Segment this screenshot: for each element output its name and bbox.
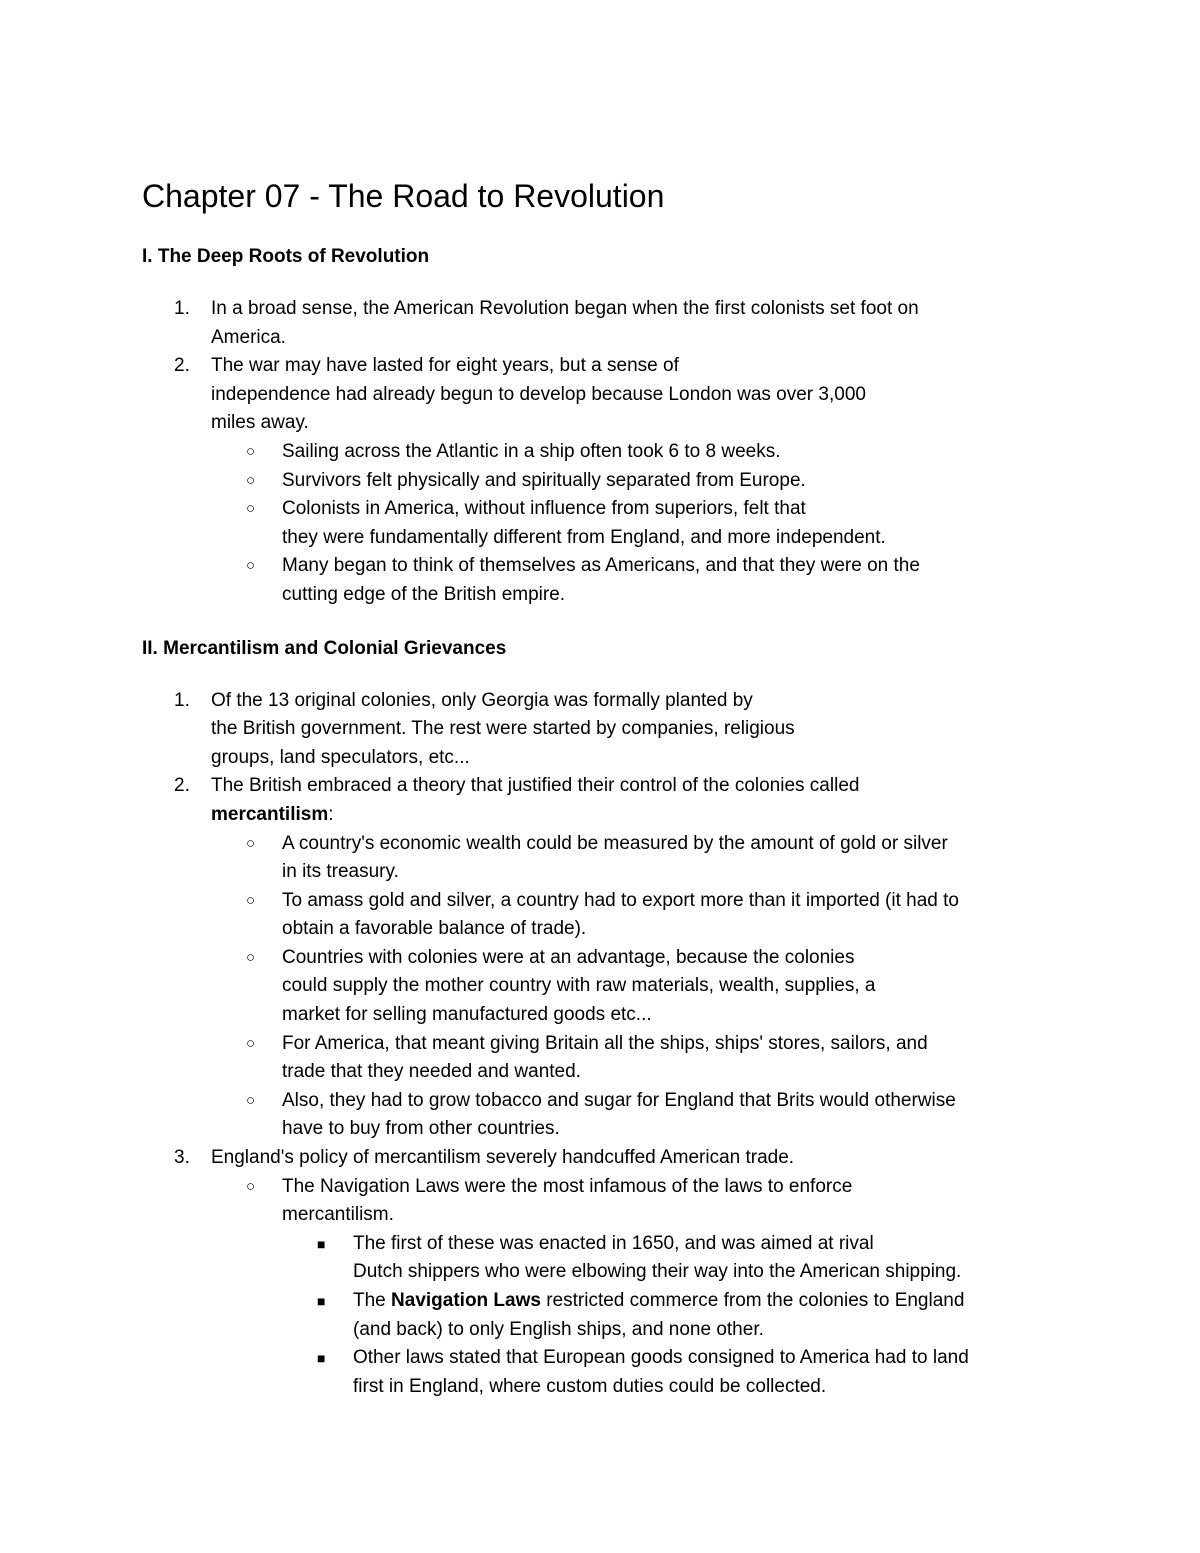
- hollow-circle-bullet-icon: ○: [246, 1177, 256, 1195]
- sub-list-item: [142, 1087, 1062, 1144]
- sub-sub-list-item: [142, 1287, 1062, 1344]
- list-number: 1.: [174, 689, 190, 711]
- list-item-text: The British embraced a theory that justified their control of the colonies called: [211, 775, 860, 797]
- sub-item-text: in its treasury.: [282, 861, 399, 883]
- list-item-text: [211, 801, 1062, 830]
- sub-sub-item-text: Other laws stated that European goods consigned to America had to land: [353, 1347, 969, 1369]
- list-number: 1.: [174, 298, 190, 319]
- section-1-list: [142, 295, 1062, 610]
- page-title: Chapter 07 - The Road to Revolution: [142, 178, 665, 214]
- list-item: [142, 1144, 1062, 1401]
- sub-item-text: The Navigation Laws were the most infamous of the laws to enforce: [282, 1175, 853, 1197]
- sub-item-text: A country's economic wealth could be measured by the amount of gold or silver: [282, 832, 948, 854]
- sub-item-text: mercantilism.: [282, 1204, 394, 1226]
- hollow-circle-bullet-icon: ○: [246, 471, 256, 489]
- list-item-text: England's policy of mercantilism severely handcuffed American trade.: [211, 1147, 795, 1169]
- sub-list-item: [142, 944, 1062, 1030]
- list-number: 3.: [174, 1147, 190, 1169]
- sublist: [142, 1173, 1062, 1402]
- sub-sub-item-text: [353, 1287, 1062, 1316]
- section-heading-2: II. Mercantilism and Colonial Grievances: [142, 637, 507, 659]
- sub-item-text: have to buy from other countries.: [282, 1118, 560, 1140]
- sub-item-text: trade that they needed and wanted.: [282, 1061, 581, 1083]
- section-heading-1: I. The Deep Roots of Revolution: [142, 246, 430, 267]
- sub-sub-item-text: (and back) to only English ships, and none other.: [353, 1318, 764, 1340]
- sub-item-text: To amass gold and silver, a country had to export more than it imported (it had to: [282, 889, 959, 911]
- list-item-text: Of the 13 original colonies, only Georgia was formally planted by: [211, 689, 753, 711]
- sub-sub-list-item: [142, 1344, 1062, 1401]
- sub-item-text: For America, that meant giving Britain all the ships, ships' stores, sailors, and: [282, 1032, 928, 1054]
- sub-sub-list-item: [142, 1230, 1062, 1287]
- hollow-circle-bullet-icon: ○: [246, 442, 256, 460]
- sub-sub-item-text: The first of these was enacted in 1650, and was aimed at rival: [353, 1232, 874, 1254]
- list-item-text: In a broad sense, the American Revolution began when the first colonists set foot on: [211, 298, 919, 319]
- list-number: 2.: [174, 355, 190, 377]
- sub-list-item: [142, 495, 1062, 552]
- sub-list-item: [142, 830, 1062, 887]
- list-item: [142, 772, 1062, 1144]
- text-prefix: The: [353, 1290, 392, 1311]
- list-item: [142, 295, 1062, 352]
- filled-square-bullet-icon: ■: [317, 1235, 326, 1252]
- sub-item-text: market for selling manufactured goods etc...: [282, 1004, 652, 1026]
- list-item-text: miles away.: [211, 412, 309, 434]
- hollow-circle-bullet-icon: ○: [246, 1034, 256, 1052]
- sublist: [142, 830, 1062, 1145]
- sub-list-item: [142, 1173, 1062, 1402]
- list-item-text: the British government. The rest were started by companies, religious: [211, 718, 795, 740]
- sub-item-text: Survivors felt physically and spiritually separated from Europe.: [282, 469, 806, 491]
- sub-list-item: [142, 438, 1062, 467]
- list-item-text: groups, land speculators, etc...: [211, 746, 470, 768]
- sub-list-item: [142, 467, 1062, 496]
- sub-sub-item-text: Dutch shippers who were elbowing their way into the American shipping.: [353, 1261, 962, 1283]
- hollow-circle-bullet-icon: ○: [246, 834, 256, 852]
- sub-item-text: could supply the mother country with raw materials, wealth, supplies, a: [282, 975, 876, 997]
- hollow-circle-bullet-icon: ○: [246, 948, 256, 966]
- hollow-circle-bullet-icon: ○: [246, 557, 256, 575]
- list-item: [142, 352, 1062, 609]
- text-rest: restricted commerce from the colonies to England: [540, 1290, 965, 1311]
- sub-list-item: [142, 887, 1062, 944]
- sub-item-text: obtain a favorable balance of trade).: [282, 918, 587, 940]
- list-item-text: independence had already begun to develop because London was over 3,000: [211, 383, 866, 405]
- hollow-circle-bullet-icon: ○: [246, 891, 256, 909]
- sub-list-item: [142, 1030, 1062, 1087]
- sub-item-text: Sailing across the Atlantic in a ship often took 6 to 8 weeks.: [282, 440, 781, 462]
- filled-square-bullet-icon: ■: [317, 1293, 326, 1309]
- bold-term: Navigation Laws: [391, 1290, 541, 1311]
- sub-sub-item-text: first in England, where custom duties could be collected.: [353, 1375, 827, 1397]
- punctuation: :: [328, 803, 334, 825]
- sub-item-text: cutting edge of the British empire.: [282, 583, 566, 605]
- list-item: [142, 687, 1062, 773]
- sublist: [142, 438, 1062, 610]
- sub-item-text: Countries with colonies were at an advantage, because the colonies: [282, 946, 855, 968]
- sub-list-item: [142, 552, 1062, 609]
- section-2-list: [142, 687, 1062, 1402]
- filled-square-bullet-icon: ■: [317, 1350, 326, 1367]
- document-page: [142, 172, 1062, 1401]
- sub-item-text: Colonists in America, without influence from superiors, felt that: [282, 498, 806, 520]
- hollow-circle-bullet-icon: ○: [246, 500, 256, 518]
- hollow-circle-bullet-icon: ○: [246, 1091, 256, 1109]
- sub-item-text: they were fundamentally different from England, and more independent.: [282, 526, 886, 548]
- list-number: 2.: [174, 775, 190, 797]
- sub-item-text: Many began to think of themselves as Americans, and that they were on the: [282, 555, 920, 577]
- sub-sublist: [142, 1230, 1062, 1402]
- list-item-text: America.: [211, 326, 286, 348]
- list-item-text: The war may have lasted for eight years, but a sense of: [211, 355, 679, 377]
- bold-term: mercantilism: [211, 803, 329, 825]
- sub-item-text: Also, they had to grow tobacco and sugar for England that Brits would otherwise: [282, 1089, 956, 1111]
